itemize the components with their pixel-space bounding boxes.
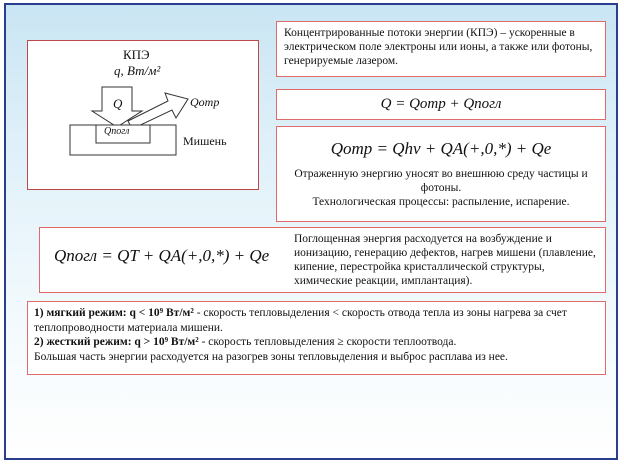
q-label: Q [113, 96, 123, 111]
flux-label: q, Вт/м² [114, 63, 161, 78]
soft-mode-text: - скорость тепловыделения < скорость отвода тепла из зоны нагрева за счет теплопроводности материала мишени. [34, 307, 567, 334]
absorbed-description: Поглощенная энергия расходуется на возбуждение и ионизацию, генерацию дефектов, нагрев мишени (плавление, кипение, перестройка кристаллической структуры, химические реакции, имплантация). [294, 233, 596, 287]
hard-mode-text: - скорость тепловыделения ≥ скорости теплоотвода. [198, 336, 457, 348]
reflected-processes: Технологическая процессы: распыление, испарение. [312, 196, 570, 208]
soft-mode-heading: 1) мягкий режим: q < 10⁹ Вт/м² [34, 307, 194, 319]
slide [4, 3, 618, 460]
q-absorbed-label: Qпогл [104, 126, 130, 137]
modes-box [27, 301, 606, 375]
reflected-description: Отраженную энергию уносят во внешнюю среду частицы и фотоны. [294, 168, 588, 194]
reflected-energy-box [276, 126, 606, 222]
balance-equation-box [276, 89, 606, 120]
kpe-diagram [27, 40, 259, 190]
hard-mode-note: Большая часть энергии расходуется на разогрев зоны тепловыделения и выброс расплава из нее. [34, 350, 508, 363]
definition-text: Концентрированные потоки энергии (КПЭ) – ускоренные в электрическом поле электроны или ионы, а также или фотоны, генерируемые лазером. [284, 27, 593, 67]
hard-mode-heading: 2) жесткий режим: q > 10⁹ Вт/м² [34, 336, 199, 348]
diagram-title: КПЭ [123, 47, 150, 62]
q-reflected-label: Qотр [190, 95, 220, 109]
absorbed-equation: Qпогл = QT + QA(+,0,*) + Qe [54, 246, 270, 265]
target-label: Мишень [183, 134, 227, 148]
balance-equation: Q = Qотр + Qпогл [380, 96, 502, 112]
definition-box [276, 21, 606, 77]
energy-flow-schematic [28, 41, 260, 191]
absorbed-energy-box [39, 227, 606, 293]
reflected-equation: Qотр = Qhν + QA(+,0,*) + Qe [330, 139, 552, 158]
